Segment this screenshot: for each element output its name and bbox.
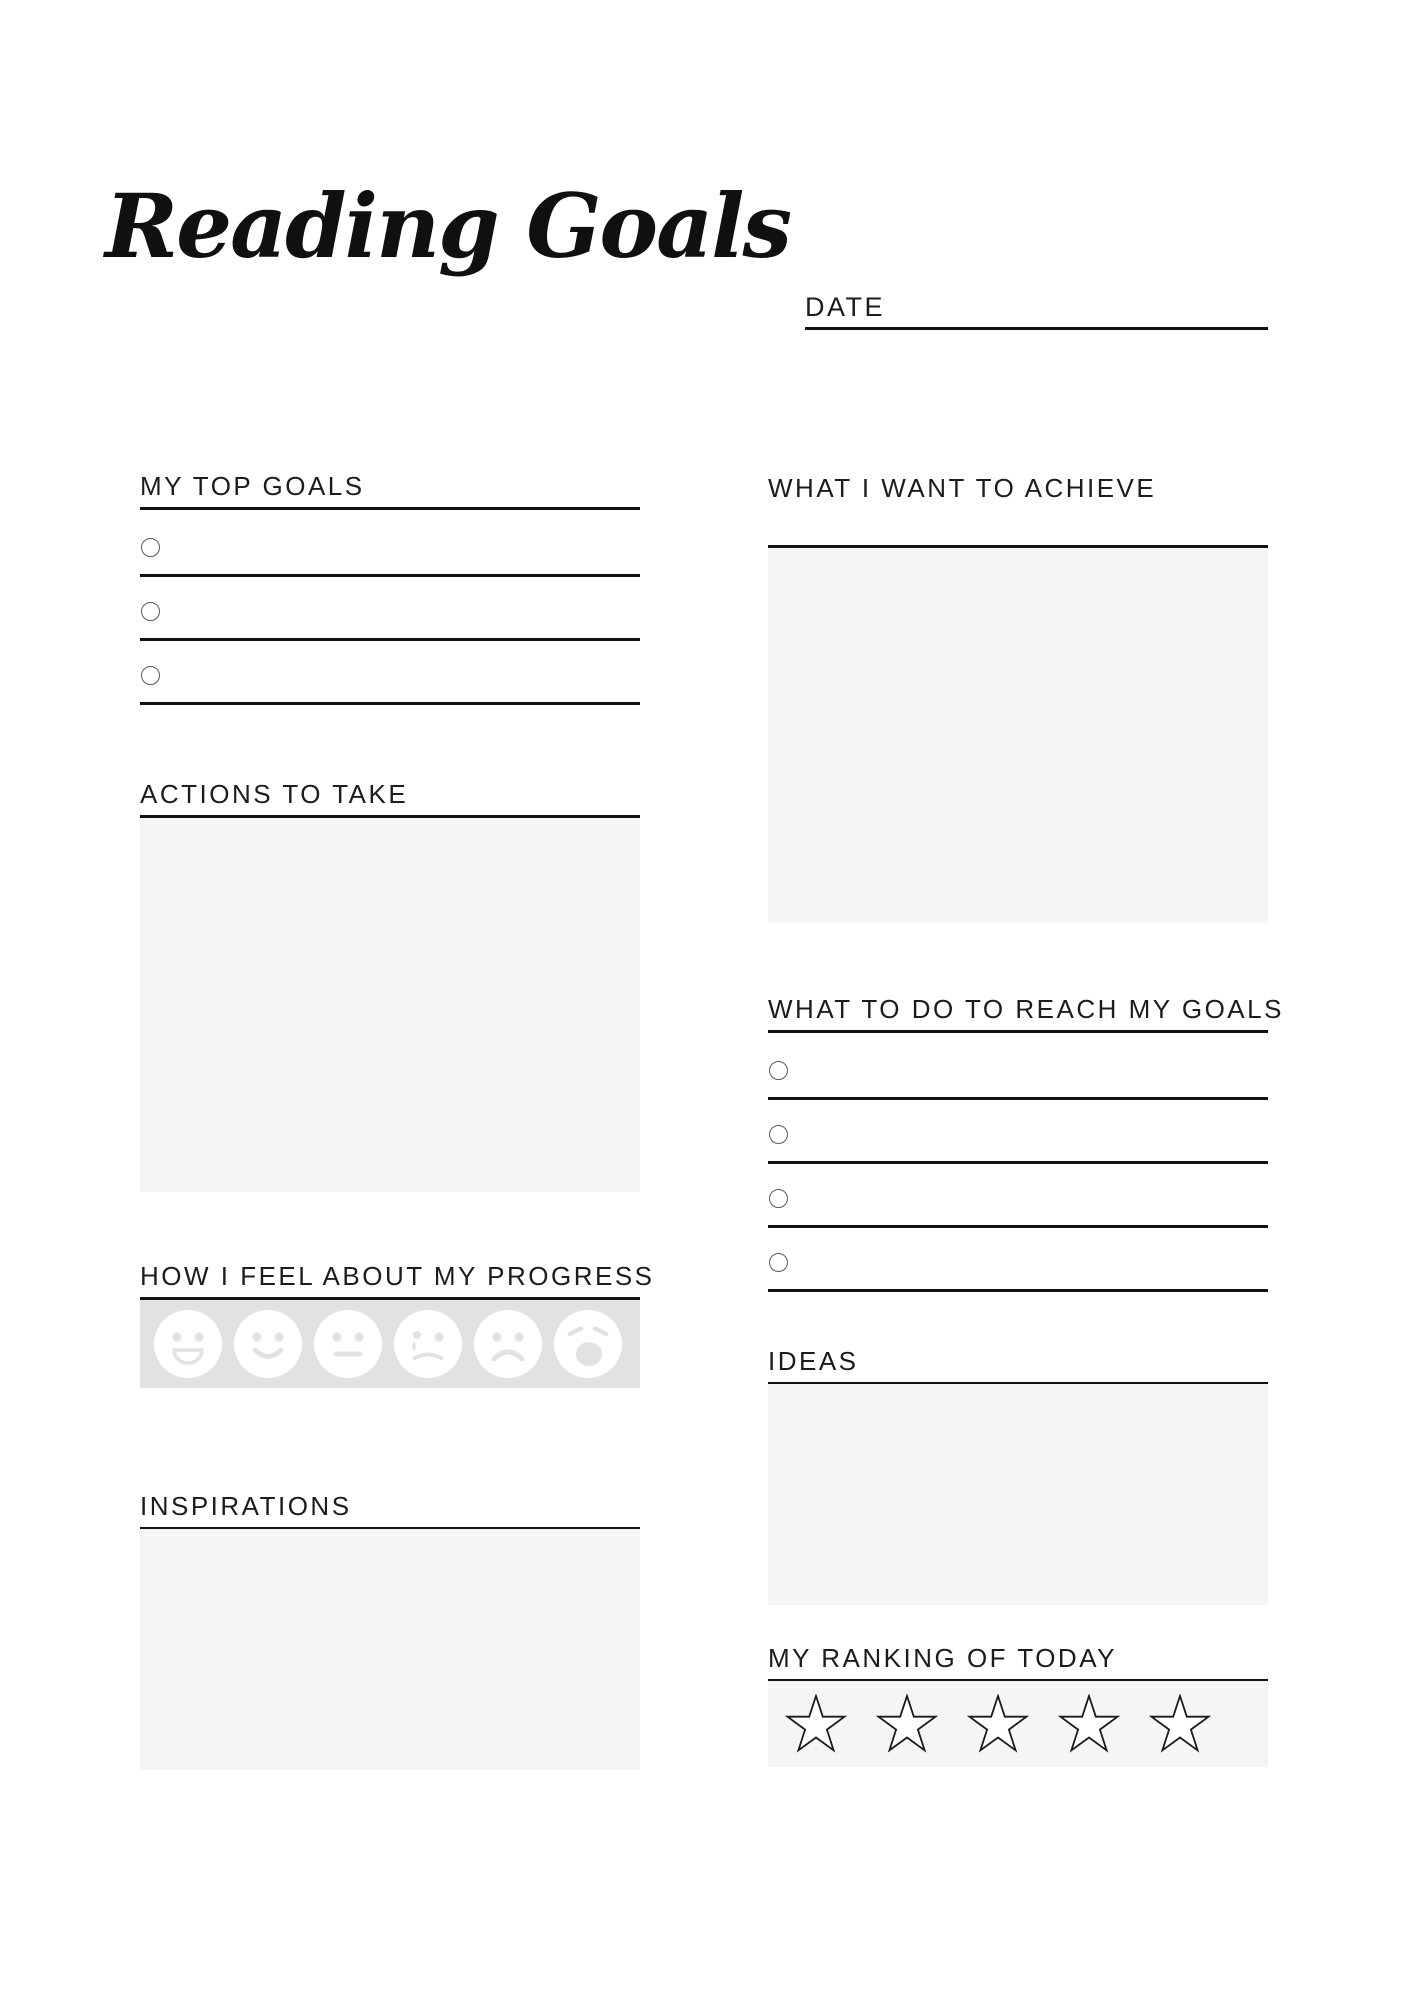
date-field[interactable]: [805, 292, 1268, 330]
crying-face-icon[interactable]: [394, 1310, 462, 1378]
neutral-face-icon[interactable]: [314, 1310, 382, 1378]
inspirations-input-area[interactable]: [140, 1529, 640, 1770]
bullet-circle-icon[interactable]: [141, 538, 160, 557]
write-in-row[interactable]: [140, 513, 640, 577]
progress-heading-label: HOW I FEEL ABOUT MY PROGRESS: [140, 1261, 655, 1291]
progress-heading: [140, 1261, 655, 1300]
bullet-circle-icon[interactable]: [769, 1189, 788, 1208]
inspirations-heading: [140, 1491, 640, 1530]
star-icon[interactable]: [1148, 1694, 1212, 1754]
reach-goals-heading-label: WHAT TO DO TO REACH MY GOALS: [768, 994, 1284, 1024]
reach-goals-heading: [768, 994, 1284, 1033]
bullet-circle-icon[interactable]: [141, 666, 160, 685]
star-icon[interactable]: [784, 1694, 848, 1754]
actions-heading-label: ACTIONS TO TAKE: [140, 779, 409, 809]
star-icon[interactable]: [875, 1694, 939, 1754]
reach-goals-rows: [768, 1036, 1268, 1292]
achieve-heading: [768, 473, 1268, 504]
write-in-row[interactable]: [140, 641, 640, 705]
write-in-row[interactable]: [768, 1164, 1268, 1228]
grinning-face-icon[interactable]: [154, 1310, 222, 1378]
bullet-circle-icon[interactable]: [769, 1253, 788, 1272]
inspirations-heading-label: INSPIRATIONS: [140, 1491, 352, 1521]
top-goals-heading: [140, 471, 640, 510]
actions-heading: [140, 779, 640, 818]
mood-scale: [140, 1300, 640, 1388]
star-rating: [768, 1681, 1268, 1767]
sad-face-icon[interactable]: [474, 1310, 542, 1378]
wailing-face-icon[interactable]: [554, 1310, 622, 1378]
page-title: Reading Goals: [105, 174, 791, 278]
ranking-heading: [768, 1643, 1268, 1682]
write-in-row[interactable]: [768, 1100, 1268, 1164]
ranking-heading-label: MY RANKING OF TODAY: [768, 1643, 1117, 1673]
achieve-input-area[interactable]: [768, 545, 1268, 923]
smiling-face-icon[interactable]: [234, 1310, 302, 1378]
ideas-heading-label: IDEAS: [768, 1346, 859, 1376]
actions-input-area[interactable]: [140, 818, 640, 1192]
star-icon[interactable]: [1057, 1694, 1121, 1754]
write-in-row[interactable]: [768, 1036, 1268, 1100]
write-in-row[interactable]: [140, 577, 640, 641]
date-label: DATE: [805, 292, 886, 322]
achieve-heading-label: WHAT I WANT TO ACHIEVE: [768, 473, 1157, 503]
bullet-circle-icon[interactable]: [769, 1061, 788, 1080]
top-goals-rows: [140, 513, 640, 705]
star-icon[interactable]: [966, 1694, 1030, 1754]
write-in-row[interactable]: [768, 1228, 1268, 1292]
ideas-heading: [768, 1346, 1268, 1385]
ideas-input-area[interactable]: [768, 1384, 1268, 1605]
top-goals-heading-label: MY TOP GOALS: [140, 471, 365, 501]
bullet-circle-icon[interactable]: [769, 1125, 788, 1144]
bullet-circle-icon[interactable]: [141, 602, 160, 621]
